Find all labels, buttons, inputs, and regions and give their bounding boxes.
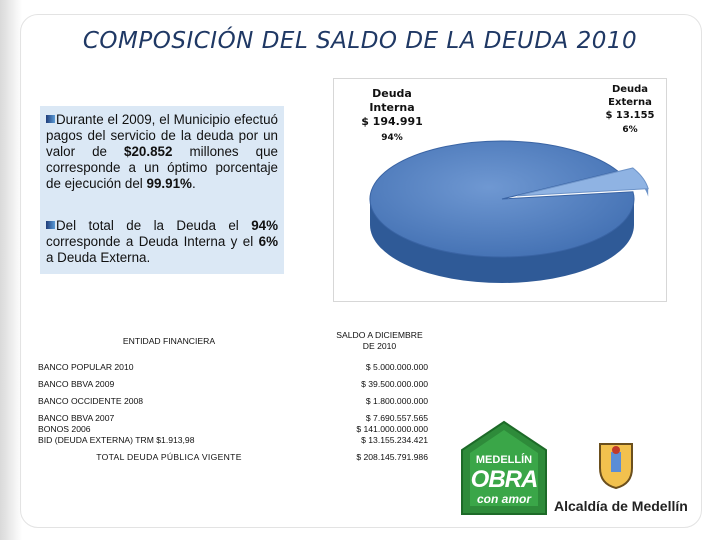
table-row [37, 413, 429, 424]
row-entidad: BANCO OCCIDENTE 2008 [38, 396, 144, 406]
table-row [37, 362, 429, 379]
row-saldo: $ 39.500.000.000 [361, 379, 428, 389]
slide-title: COMPOSICIÓN DEL SALDO DE LA DEUDA 2010 [82, 28, 638, 54]
pie-slice-interna [370, 141, 634, 257]
row-entidad: BANCO POPULAR 2010 [38, 362, 134, 372]
total-label: TOTAL DEUDA PÚBLICA VIGENTE [96, 452, 242, 462]
header-entidad: ENTIDAD FINANCIERA [122, 335, 216, 346]
p2-text-mid: corresponde a Deuda Interna y el [46, 234, 259, 249]
p2-end: a Deuda Externa. [46, 250, 151, 265]
table-header-row [37, 320, 429, 362]
internal-percent: 94% [251, 218, 278, 233]
interna-value: $ 194.991 [361, 115, 423, 128]
row-entidad: BONOS 2006 [38, 424, 91, 434]
interna-label [356, 87, 428, 145]
row-saldo: $ 1.800.000.000 [365, 396, 428, 406]
logo-line3: con amor [476, 492, 531, 506]
total-row [37, 452, 429, 463]
row-entidad: BANCO BBVA 2009 [38, 379, 115, 389]
alcaldia-label: Alcaldía de Medellín [554, 498, 688, 514]
summary-textbox [40, 106, 284, 274]
debt-table [37, 320, 429, 463]
total-value: $ 208.145.791.986 [356, 452, 428, 462]
p1-text: Durante el 2009, el Municipio efectuó pagos del servicio de la deuda por un valor de [46, 112, 278, 159]
p1-text-mid: millones que corresponde a un óptimo porcentaje de ejecución del [46, 144, 279, 191]
row-saldo: $ 5.000.000.000 [365, 362, 428, 372]
pie-chart [333, 78, 667, 302]
table-row [37, 379, 429, 396]
interna-label-line2: Interna [369, 101, 415, 114]
interna-percent: 94% [381, 133, 403, 143]
table-row [37, 435, 429, 452]
medellin-obra-logo [460, 420, 548, 516]
interna-label-line1: Deuda [372, 87, 412, 100]
p1-end: . [191, 176, 196, 191]
externa-label-line1: Deuda [611, 84, 649, 95]
logo-line2: OBRA [470, 466, 538, 493]
payment-amount: $20.852 [124, 144, 173, 159]
bullet-icon [46, 115, 55, 123]
table-row [37, 396, 429, 413]
row-saldo: $ 7.690.557.565 [365, 413, 428, 423]
externa-percent: 6% [622, 125, 638, 135]
externa-label [598, 83, 662, 137]
coat-of-arms-icon [596, 440, 636, 490]
left-edge-shadow [0, 0, 22, 540]
p2-text: Del total de la Deuda el [56, 218, 252, 233]
bullet-icon [46, 221, 55, 229]
execution-percent: 99.91% [146, 176, 192, 191]
externa-label-line2: Externa [608, 97, 652, 108]
row-saldo: $ 13.155.234.421 [361, 435, 428, 445]
row-entidad: BID (DEUDA EXTERNA) TRM $1.913,98 [38, 435, 195, 445]
row-saldo: $ 141.000.000.000 [356, 424, 428, 434]
externa-value: $ 13.155 [605, 110, 655, 121]
header-saldo: SALDO A DICIEMBRE DE 2010 [336, 330, 423, 351]
logo-line1: MEDELLÍN [475, 454, 533, 466]
external-percent: 6% [258, 234, 278, 249]
paragraph-payments [46, 112, 278, 192]
paragraph-composition [46, 218, 278, 266]
row-entidad: BANCO BBVA 2007 [38, 413, 115, 423]
table-row [37, 424, 429, 435]
